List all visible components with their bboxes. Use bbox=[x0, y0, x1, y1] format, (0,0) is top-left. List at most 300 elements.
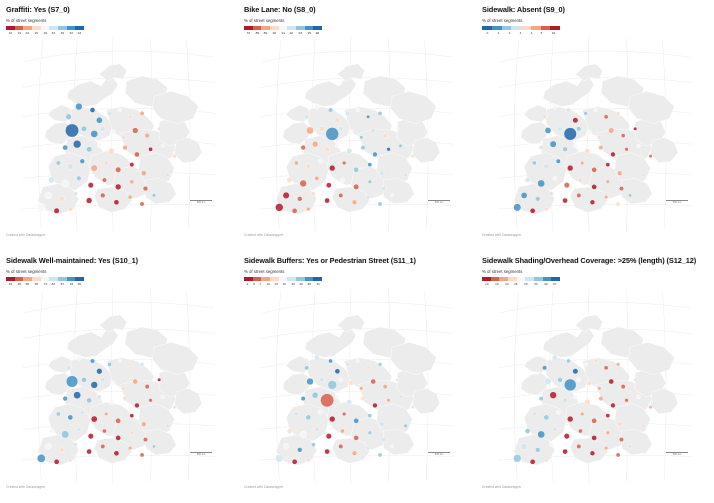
city-bubble-20[interactable] bbox=[97, 144, 101, 148]
city-bubble-35[interactable] bbox=[315, 427, 319, 431]
city-bubble-32[interactable] bbox=[617, 422, 622, 427]
city-bubble-36[interactable] bbox=[564, 182, 569, 187]
city-bubble-14[interactable] bbox=[609, 379, 614, 384]
city-bubble-50[interactable] bbox=[292, 208, 297, 213]
city-bubble-34[interactable] bbox=[300, 180, 307, 187]
city-bubble-50[interactable] bbox=[54, 208, 59, 213]
city-bubble-24[interactable] bbox=[149, 147, 153, 151]
city-bubble-1[interactable] bbox=[304, 114, 309, 119]
city-bubble-9[interactable] bbox=[81, 126, 86, 131]
city-bubble-28[interactable] bbox=[329, 165, 335, 171]
city-bubble-24[interactable] bbox=[149, 398, 153, 402]
city-bubble-20[interactable] bbox=[573, 144, 577, 148]
city-bubble-34[interactable] bbox=[61, 431, 69, 439]
city-bubble-26[interactable] bbox=[68, 415, 73, 420]
city-bubble-39[interactable] bbox=[606, 180, 610, 184]
city-bubble-9[interactable] bbox=[319, 126, 324, 131]
city-bubble-21[interactable] bbox=[108, 148, 114, 154]
city-bubble-52[interactable] bbox=[390, 194, 393, 197]
city-bubble-45[interactable] bbox=[339, 444, 343, 448]
city-bubble-8[interactable] bbox=[66, 376, 78, 388]
city-bubble-26[interactable] bbox=[67, 163, 73, 169]
city-bubble-40[interactable] bbox=[381, 186, 385, 190]
city-bubble-50[interactable] bbox=[54, 459, 59, 464]
city-bubble-18[interactable] bbox=[312, 141, 318, 147]
city-bubble-46[interactable] bbox=[590, 451, 595, 456]
city-bubble-2[interactable] bbox=[90, 359, 94, 363]
city-bubble-18[interactable] bbox=[550, 141, 556, 147]
city-bubble-38[interactable] bbox=[592, 435, 597, 440]
city-bubble-20[interactable] bbox=[335, 144, 339, 148]
city-bubble-38[interactable] bbox=[354, 435, 359, 440]
city-bubble-22[interactable] bbox=[123, 145, 128, 150]
city-bubble-43[interactable] bbox=[73, 191, 77, 195]
city-bubble-40[interactable] bbox=[143, 437, 147, 441]
city-bubble-2[interactable] bbox=[328, 359, 332, 363]
city-bubble-12[interactable] bbox=[111, 381, 116, 386]
city-bubble-13[interactable] bbox=[359, 386, 363, 390]
city-bubble-14[interactable] bbox=[371, 128, 376, 133]
city-bubble-54[interactable] bbox=[649, 405, 652, 408]
city-bubble-29[interactable] bbox=[104, 412, 108, 416]
city-bubble-29[interactable] bbox=[342, 161, 346, 165]
city-bubble-40[interactable] bbox=[619, 186, 623, 190]
city-bubble-36[interactable] bbox=[326, 433, 331, 438]
city-bubble-37[interactable] bbox=[340, 178, 344, 182]
city-bubble-0[interactable] bbox=[76, 355, 81, 360]
city-bubble-44[interactable] bbox=[563, 449, 568, 454]
city-bubble-47[interactable] bbox=[604, 195, 608, 199]
city-bubble-11[interactable] bbox=[577, 127, 581, 131]
city-bubble-23[interactable] bbox=[611, 403, 616, 408]
city-bubble-52[interactable] bbox=[390, 445, 393, 448]
city-bubble-43[interactable] bbox=[311, 192, 315, 196]
city-bubble-21[interactable] bbox=[585, 148, 590, 153]
city-bubble-49[interactable] bbox=[513, 454, 521, 462]
city-bubble-42[interactable] bbox=[297, 196, 302, 201]
city-bubble-16[interactable] bbox=[633, 378, 636, 381]
city-bubble-10[interactable] bbox=[91, 130, 98, 137]
city-bubble-4[interactable] bbox=[107, 111, 111, 115]
city-bubble-53[interactable] bbox=[642, 173, 646, 177]
city-bubble-52[interactable] bbox=[152, 445, 155, 448]
city-bubble-50[interactable] bbox=[530, 208, 535, 213]
city-bubble-31[interactable] bbox=[368, 163, 372, 167]
city-bubble-33[interactable] bbox=[49, 428, 54, 433]
city-bubble-52[interactable] bbox=[152, 194, 156, 198]
city-bubble-51[interactable] bbox=[306, 458, 310, 462]
city-bubble-18[interactable] bbox=[74, 392, 81, 399]
city-bubble-2[interactable] bbox=[566, 108, 570, 112]
city-bubble-37[interactable] bbox=[340, 429, 344, 433]
city-bubble-14[interactable] bbox=[371, 379, 376, 384]
city-bubble-43[interactable] bbox=[549, 192, 553, 196]
city-bubble-41[interactable] bbox=[521, 192, 527, 198]
city-bubble-27[interactable] bbox=[556, 159, 560, 163]
city-bubble-22[interactable] bbox=[361, 396, 365, 400]
city-bubble-22[interactable] bbox=[123, 396, 127, 400]
city-bubble-12[interactable] bbox=[349, 381, 354, 386]
city-bubble-19[interactable] bbox=[320, 394, 333, 407]
city-bubble-41[interactable] bbox=[283, 443, 289, 449]
city-bubble-52[interactable] bbox=[628, 194, 631, 197]
city-bubble-11[interactable] bbox=[100, 126, 105, 131]
city-bubble-5[interactable] bbox=[594, 108, 597, 111]
city-bubble-55[interactable] bbox=[161, 144, 164, 147]
city-bubble-38[interactable] bbox=[115, 184, 121, 190]
city-bubble-31[interactable] bbox=[368, 414, 372, 418]
city-bubble-40[interactable] bbox=[619, 437, 623, 441]
city-bubble-5[interactable] bbox=[118, 108, 122, 112]
city-bubble-26[interactable] bbox=[544, 164, 549, 169]
city-bubble-55[interactable] bbox=[399, 395, 403, 399]
city-bubble-35[interactable] bbox=[553, 427, 557, 431]
city-bubble-27[interactable] bbox=[556, 410, 560, 414]
city-bubble-42[interactable] bbox=[535, 447, 540, 452]
city-bubble-45[interactable] bbox=[577, 444, 581, 448]
city-bubble-22[interactable] bbox=[599, 396, 603, 400]
city-bubble-35[interactable] bbox=[76, 176, 81, 181]
city-bubble-33[interactable] bbox=[287, 428, 292, 433]
city-bubble-11[interactable] bbox=[577, 378, 581, 382]
city-bubble-35[interactable] bbox=[315, 176, 319, 180]
city-bubble-29[interactable] bbox=[580, 161, 584, 165]
city-bubble-43[interactable] bbox=[549, 443, 553, 447]
city-bubble-15[interactable] bbox=[621, 384, 625, 388]
city-bubble-30[interactable] bbox=[116, 418, 121, 423]
city-bubble-0[interactable] bbox=[314, 104, 319, 109]
city-bubble-7[interactable] bbox=[616, 112, 620, 116]
city-bubble-1[interactable] bbox=[542, 366, 546, 370]
city-bubble-16[interactable] bbox=[633, 127, 636, 130]
city-bubble-15[interactable] bbox=[383, 384, 387, 388]
city-bubble-3[interactable] bbox=[573, 369, 578, 374]
city-bubble-0[interactable] bbox=[314, 355, 319, 360]
city-bubble-43[interactable] bbox=[311, 443, 315, 447]
city-bubble-48[interactable] bbox=[140, 202, 144, 206]
city-bubble-6[interactable] bbox=[604, 366, 608, 370]
city-bubble-46[interactable] bbox=[352, 200, 357, 205]
city-bubble-14[interactable] bbox=[132, 128, 138, 134]
city-bubble-8[interactable] bbox=[545, 378, 551, 384]
city-bubble-50[interactable] bbox=[530, 459, 535, 464]
city-bubble-3[interactable] bbox=[573, 118, 578, 123]
city-bubble-36[interactable] bbox=[564, 433, 569, 438]
city-bubble-9[interactable] bbox=[558, 126, 563, 131]
city-bubble-53[interactable] bbox=[642, 424, 646, 428]
city-bubble-0[interactable] bbox=[552, 104, 557, 109]
city-bubble-21[interactable] bbox=[585, 399, 590, 404]
city-bubble-31[interactable] bbox=[130, 162, 134, 166]
city-bubble-55[interactable] bbox=[637, 395, 641, 399]
city-bubble-54[interactable] bbox=[411, 154, 414, 157]
city-bubble-13[interactable] bbox=[121, 386, 125, 390]
city-bubble-34[interactable] bbox=[538, 431, 545, 438]
city-bubble-33[interactable] bbox=[287, 177, 292, 182]
city-bubble-0[interactable] bbox=[552, 355, 557, 360]
city-bubble-33[interactable] bbox=[525, 428, 530, 433]
city-bubble-14[interactable] bbox=[608, 128, 613, 133]
city-bubble-51[interactable] bbox=[544, 207, 548, 211]
city-bubble-12[interactable] bbox=[587, 381, 592, 386]
city-bubble-18[interactable] bbox=[550, 392, 557, 399]
city-bubble-13[interactable] bbox=[121, 135, 125, 139]
city-bubble-1[interactable] bbox=[66, 365, 71, 370]
city-bubble-48[interactable] bbox=[378, 453, 382, 457]
city-bubble-24[interactable] bbox=[387, 147, 391, 151]
city-bubble-4[interactable] bbox=[584, 363, 588, 367]
city-bubble-19[interactable] bbox=[563, 398, 568, 403]
city-bubble-10[interactable] bbox=[91, 382, 98, 389]
city-bubble-45[interactable] bbox=[100, 193, 105, 198]
city-bubble-36[interactable] bbox=[88, 182, 93, 187]
city-bubble-10[interactable] bbox=[564, 128, 577, 141]
city-bubble-54[interactable] bbox=[649, 154, 652, 157]
city-bubble-23[interactable] bbox=[373, 152, 378, 157]
city-bubble-11[interactable] bbox=[101, 378, 105, 382]
city-bubble-21[interactable] bbox=[109, 399, 114, 404]
city-bubble-9[interactable] bbox=[81, 377, 86, 382]
city-bubble-4[interactable] bbox=[584, 112, 588, 116]
city-bubble-17[interactable] bbox=[301, 396, 305, 400]
city-bubble-17[interactable] bbox=[539, 396, 543, 400]
city-bubble-47[interactable] bbox=[604, 446, 608, 450]
city-bubble-18[interactable] bbox=[312, 392, 318, 398]
city-bubble-52[interactable] bbox=[628, 445, 631, 448]
city-bubble-28[interactable] bbox=[567, 165, 573, 171]
city-bubble-48[interactable] bbox=[378, 202, 382, 206]
city-bubble-29[interactable] bbox=[580, 412, 584, 416]
city-bubble-37[interactable] bbox=[102, 429, 106, 433]
city-bubble-39[interactable] bbox=[368, 431, 372, 435]
city-bubble-42[interactable] bbox=[297, 447, 302, 452]
city-bubble-46[interactable] bbox=[352, 451, 357, 456]
city-bubble-45[interactable] bbox=[101, 444, 105, 448]
city-bubble-40[interactable] bbox=[143, 186, 148, 191]
city-bubble-30[interactable] bbox=[592, 418, 597, 423]
city-bubble-21[interactable] bbox=[347, 399, 352, 404]
city-bubble-34[interactable] bbox=[300, 431, 307, 438]
city-bubble-10[interactable] bbox=[326, 127, 339, 140]
city-bubble-16[interactable] bbox=[157, 127, 161, 131]
city-bubble-12[interactable] bbox=[586, 130, 591, 135]
city-bubble-29[interactable] bbox=[342, 412, 346, 416]
city-bubble-46[interactable] bbox=[114, 451, 119, 456]
city-bubble-36[interactable] bbox=[88, 433, 93, 438]
city-bubble-27[interactable] bbox=[318, 159, 322, 163]
city-bubble-47[interactable] bbox=[128, 446, 132, 450]
city-bubble-27[interactable] bbox=[318, 410, 322, 414]
city-bubble-5[interactable] bbox=[356, 108, 360, 112]
city-bubble-3[interactable] bbox=[335, 118, 340, 123]
city-bubble-6[interactable] bbox=[366, 366, 370, 370]
city-bubble-16[interactable] bbox=[157, 378, 160, 381]
city-bubble-53[interactable] bbox=[166, 424, 170, 428]
city-bubble-16[interactable] bbox=[395, 378, 398, 381]
city-bubble-54[interactable] bbox=[411, 405, 414, 408]
city-bubble-30[interactable] bbox=[354, 167, 359, 172]
city-bubble-5[interactable] bbox=[356, 359, 359, 362]
city-bubble-26[interactable] bbox=[306, 164, 311, 169]
city-bubble-25[interactable] bbox=[532, 412, 536, 416]
city-bubble-39[interactable] bbox=[130, 180, 134, 184]
city-bubble-27[interactable] bbox=[80, 159, 85, 164]
city-bubble-55[interactable] bbox=[399, 144, 403, 148]
city-bubble-33[interactable] bbox=[525, 177, 530, 182]
city-bubble-31[interactable] bbox=[130, 414, 134, 418]
city-bubble-2[interactable] bbox=[566, 359, 570, 363]
city-bubble-34[interactable] bbox=[61, 180, 69, 188]
city-bubble-49[interactable] bbox=[37, 454, 45, 462]
city-bubble-7[interactable] bbox=[616, 363, 620, 367]
city-bubble-7[interactable] bbox=[140, 111, 144, 115]
city-bubble-10[interactable] bbox=[328, 380, 337, 389]
city-bubble-15[interactable] bbox=[145, 133, 150, 138]
city-bubble-4[interactable] bbox=[346, 111, 350, 115]
city-bubble-6[interactable] bbox=[128, 366, 131, 369]
city-bubble-53[interactable] bbox=[166, 173, 169, 176]
city-bubble-45[interactable] bbox=[577, 193, 581, 197]
city-bubble-19[interactable] bbox=[325, 147, 330, 152]
city-bubble-19[interactable] bbox=[87, 398, 92, 403]
city-bubble-49[interactable] bbox=[514, 204, 522, 212]
city-bubble-6[interactable] bbox=[366, 115, 369, 118]
city-bubble-13[interactable] bbox=[359, 135, 363, 139]
city-bubble-49[interactable] bbox=[275, 203, 283, 211]
city-bubble-38[interactable] bbox=[592, 184, 597, 189]
city-bubble-31[interactable] bbox=[606, 414, 610, 418]
city-bubble-6[interactable] bbox=[128, 115, 132, 119]
city-bubble-49[interactable] bbox=[37, 203, 46, 212]
city-bubble-11[interactable] bbox=[339, 127, 343, 131]
city-bubble-35[interactable] bbox=[553, 176, 557, 180]
city-bubble-23[interactable] bbox=[373, 403, 378, 408]
city-bubble-34[interactable] bbox=[538, 180, 545, 187]
city-bubble-51[interactable] bbox=[68, 458, 72, 462]
city-bubble-30[interactable] bbox=[115, 167, 120, 172]
city-bubble-42[interactable] bbox=[59, 447, 64, 452]
city-bubble-17[interactable] bbox=[63, 145, 68, 150]
city-bubble-35[interactable] bbox=[77, 427, 81, 431]
city-bubble-39[interactable] bbox=[368, 180, 372, 184]
city-bubble-9[interactable] bbox=[320, 377, 325, 382]
city-bubble-44[interactable] bbox=[563, 198, 568, 203]
city-bubble-36[interactable] bbox=[326, 183, 331, 188]
city-bubble-49[interactable] bbox=[276, 455, 284, 463]
city-bubble-44[interactable] bbox=[325, 198, 330, 203]
city-bubble-39[interactable] bbox=[606, 431, 610, 435]
city-bubble-19[interactable] bbox=[563, 147, 568, 152]
city-bubble-17[interactable] bbox=[301, 145, 306, 150]
city-bubble-25[interactable] bbox=[294, 412, 298, 416]
city-bubble-24[interactable] bbox=[625, 398, 629, 402]
city-bubble-8[interactable] bbox=[65, 124, 78, 137]
city-bubble-31[interactable] bbox=[606, 163, 610, 167]
city-bubble-44[interactable] bbox=[86, 198, 92, 204]
city-bubble-18[interactable] bbox=[73, 140, 81, 148]
city-bubble-47[interactable] bbox=[128, 195, 132, 199]
city-bubble-38[interactable] bbox=[353, 184, 358, 189]
city-bubble-37[interactable] bbox=[578, 429, 582, 433]
city-bubble-15[interactable] bbox=[145, 384, 149, 388]
city-bubble-41[interactable] bbox=[45, 443, 51, 449]
city-bubble-10[interactable] bbox=[564, 379, 576, 391]
city-bubble-20[interactable] bbox=[97, 395, 101, 399]
city-bubble-13[interactable] bbox=[597, 386, 601, 390]
city-bubble-14[interactable] bbox=[133, 379, 138, 384]
city-bubble-47[interactable] bbox=[366, 446, 370, 450]
city-bubble-27[interactable] bbox=[80, 410, 84, 414]
city-bubble-7[interactable] bbox=[378, 111, 382, 115]
city-bubble-39[interactable] bbox=[130, 431, 134, 435]
city-bubble-25[interactable] bbox=[56, 412, 60, 416]
city-bubble-9[interactable] bbox=[558, 377, 563, 382]
city-bubble-28[interactable] bbox=[91, 416, 97, 422]
city-bubble-48[interactable] bbox=[140, 453, 144, 457]
city-bubble-16[interactable] bbox=[395, 127, 398, 130]
city-bubble-43[interactable] bbox=[73, 443, 77, 447]
city-bubble-4[interactable] bbox=[108, 362, 112, 366]
city-bubble-28[interactable] bbox=[329, 416, 335, 422]
city-bubble-46[interactable] bbox=[114, 200, 119, 205]
city-bubble-28[interactable] bbox=[567, 416, 573, 422]
city-bubble-23[interactable] bbox=[135, 403, 140, 408]
city-bubble-53[interactable] bbox=[404, 173, 408, 177]
city-bubble-32[interactable] bbox=[141, 171, 146, 176]
city-bubble-6[interactable] bbox=[604, 115, 608, 119]
city-bubble-51[interactable] bbox=[68, 207, 72, 211]
city-bubble-37[interactable] bbox=[102, 178, 106, 182]
city-bubble-20[interactable] bbox=[573, 395, 577, 399]
city-bubble-37[interactable] bbox=[578, 178, 582, 182]
city-bubble-40[interactable] bbox=[381, 437, 385, 441]
city-bubble-1[interactable] bbox=[304, 366, 308, 370]
city-bubble-2[interactable] bbox=[90, 107, 95, 112]
city-bubble-29[interactable] bbox=[104, 161, 108, 165]
city-bubble-54[interactable] bbox=[173, 405, 176, 408]
city-bubble-24[interactable] bbox=[387, 398, 391, 402]
city-bubble-47[interactable] bbox=[366, 195, 370, 199]
city-bubble-25[interactable] bbox=[294, 161, 298, 165]
city-bubble-1[interactable] bbox=[66, 114, 72, 120]
city-bubble-54[interactable] bbox=[172, 154, 176, 158]
city-bubble-26[interactable] bbox=[306, 415, 311, 420]
city-bubble-1[interactable] bbox=[542, 115, 546, 119]
city-bubble-22[interactable] bbox=[361, 145, 365, 149]
city-bubble-33[interactable] bbox=[48, 177, 54, 183]
city-bubble-17[interactable] bbox=[63, 396, 68, 401]
city-bubble-48[interactable] bbox=[616, 453, 620, 457]
city-bubble-15[interactable] bbox=[621, 134, 625, 138]
city-bubble-7[interactable] bbox=[378, 363, 382, 367]
city-bubble-20[interactable] bbox=[335, 395, 339, 399]
city-bubble-4[interactable] bbox=[346, 363, 350, 367]
city-bubble-25[interactable] bbox=[56, 161, 60, 165]
city-bubble-42[interactable] bbox=[59, 196, 64, 201]
city-bubble-5[interactable] bbox=[594, 359, 597, 362]
city-bubble-12[interactable] bbox=[110, 130, 115, 135]
city-bubble-55[interactable] bbox=[637, 144, 641, 148]
city-bubble-21[interactable] bbox=[347, 148, 352, 153]
city-bubble-51[interactable] bbox=[544, 458, 548, 462]
city-bubble-51[interactable] bbox=[306, 207, 310, 211]
city-bubble-2[interactable] bbox=[328, 108, 332, 112]
city-bubble-53[interactable] bbox=[404, 424, 408, 428]
city-bubble-41[interactable] bbox=[45, 192, 52, 199]
city-bubble-19[interactable] bbox=[86, 147, 91, 152]
city-bubble-32[interactable] bbox=[141, 422, 146, 427]
city-bubble-41[interactable] bbox=[521, 443, 527, 449]
